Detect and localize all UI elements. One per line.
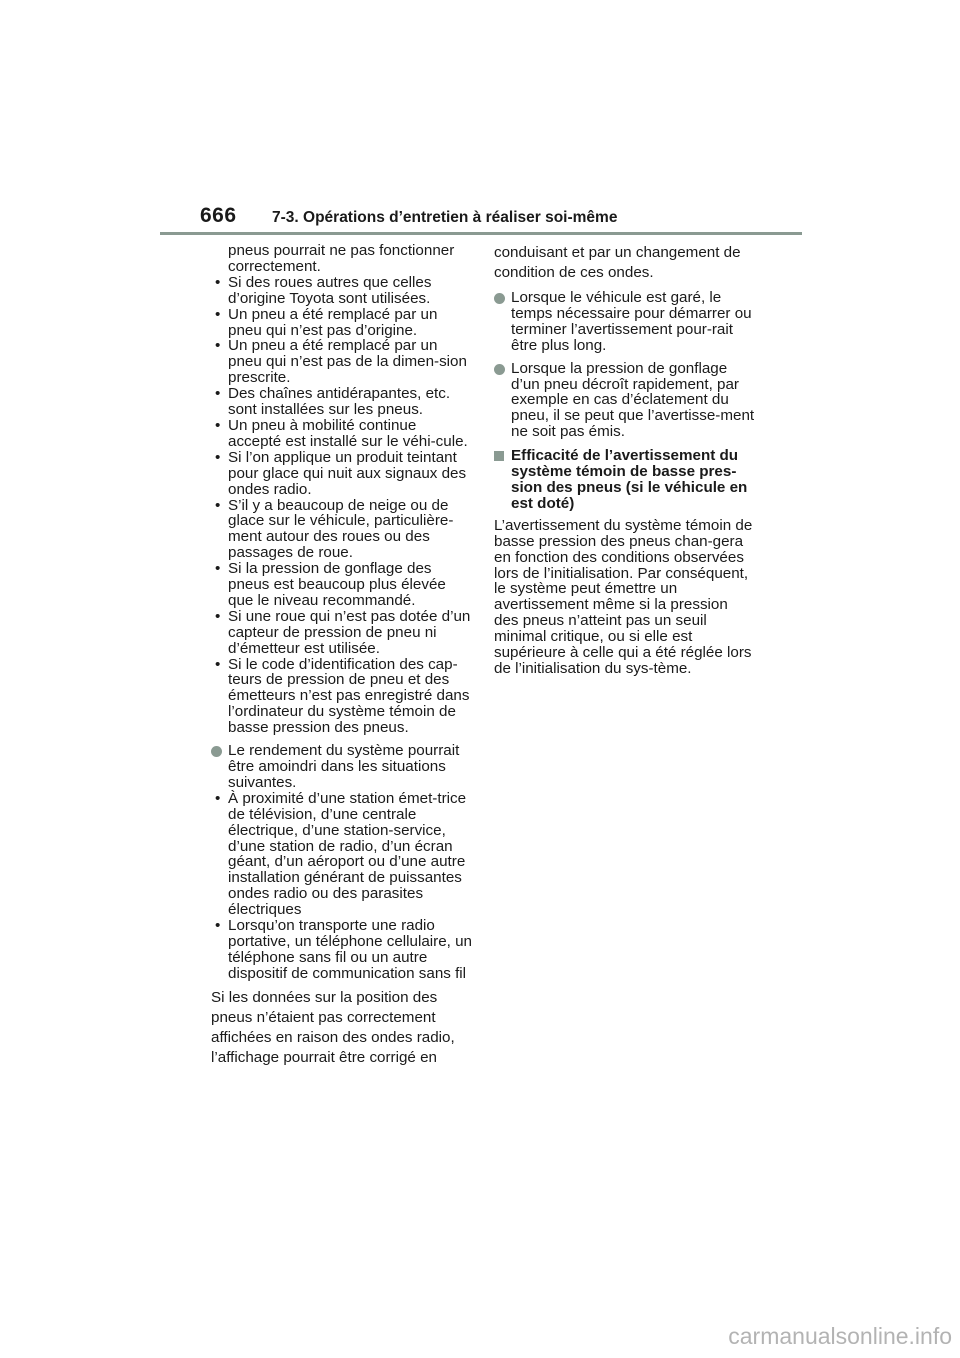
- circle-bullet-text: Lorsque la pression de gonflage d’un pneu décroît rapidement, par exemple en cas d’éclatement du pneu, il se peut que l’avertisse-ment ne soit pas émis.: [511, 359, 755, 441]
- list-item: • À proximité d’une station émet-trice de télévision, d’une centrale électrique, d’une station-service, d’une station de radio, d’un écran géant, d’un aéroport ou d’une autre installation générant de puissantes ondes radio ou des parasites électriques: [211, 791, 473, 918]
- list-item: • Un pneu a été remplacé par un pneu qui n’est pas d’origine.: [211, 307, 473, 339]
- page-number: 666: [200, 204, 237, 227]
- circle-bullet-item: [211, 743, 473, 791]
- body-paragraph: L’avertissement du système témoin de basse pression des pneus chan-gera en fonction des conditions observées lors de l’initialisation. Par conséquent, le système peut émettre un avertissement même si la pression des pneus n’atteint pas un seuil minimal critique, ou si elle est supérieure à celle qui a été réglée lors de l’initialisation du sys-tème.: [494, 516, 753, 677]
- right-column: [494, 243, 756, 677]
- list-item: • Si des roues autres que celles d’origine Toyota sont utilisées.: [211, 275, 473, 307]
- circle-bullet-item: [494, 290, 756, 354]
- list-item: • S’il y a beaucoup de neige ou de glace sur le véhicule, particulière-ment autour des roues ou des passages de roue.: [211, 498, 473, 562]
- circle-bullet-text: Le rendement du système pourrait être amoindri dans les situations suivantes.: [228, 742, 460, 791]
- header-rule: [160, 232, 802, 235]
- bullet-list-conditions: [211, 275, 473, 736]
- list-item: • Lorsqu’on transporte une radio portative, un téléphone cellulaire, un téléphone sans fil ou un autre dispositif de communication sans fil: [211, 918, 473, 982]
- list-item: • Si la pression de gonflage des pneus est beaucoup plus élevée que le niveau recommandé.: [211, 561, 473, 609]
- circle-bullet-text: Lorsque le véhicule est garé, le temps nécessaire pour démarrer ou terminer l’avertissement pour-rait être plus long.: [511, 289, 752, 354]
- watermark: carmanualsonline.info: [728, 1323, 952, 1349]
- list-item: • Des chaînes antidérapantes, etc. sont installées sur les pneus.: [211, 386, 473, 418]
- list-item: • Si une roue qui n’est pas dotée d’un capteur de pression de pneu ni d’émetteur est utilisée.: [211, 609, 473, 657]
- subheading: [494, 448, 756, 512]
- closing-paragraph: Si les données sur la position des pneus n’étaient pas correctement affichées en raison des ondes radio, l’affichage pourrait être corrigé en: [211, 988, 455, 1066]
- circle-bullet-icon: [494, 293, 505, 304]
- page-header: [200, 203, 802, 237]
- circle-bullet-item: [494, 361, 756, 441]
- subheading-text: Efficacité de l’avertissement du système témoin de basse pres-sion des pneus (si le véhicule en est doté): [511, 447, 748, 512]
- circle-bullet-icon: [494, 364, 505, 375]
- list-item: • Si le code d’identification des cap-teurs de pression de pneu et des émetteurs n’est pas enregistré dans l’ordinateur du système témoin de basse pression des pneus.: [211, 657, 473, 737]
- left-column: [211, 243, 473, 1068]
- list-item: • Un pneu à mobilité continue accepté est installé sur le véhi-cule.: [211, 418, 473, 450]
- continuation-paragraph: conduisant et par un changement de condition de ces ondes.: [494, 244, 741, 281]
- section-title: 7-3. Opérations d’entretien à réaliser soi-même: [272, 209, 618, 226]
- list-item: • Si l’on applique un produit teintant pour glace qui nuit aux signaux des ondes radio.: [211, 450, 473, 498]
- intro-continuation: pneus pourrait ne pas fonctionner correctement.: [228, 242, 455, 275]
- circle-bullet-icon: [211, 746, 222, 757]
- bullet-list-situations: [211, 791, 473, 982]
- square-bullet-icon: [494, 451, 504, 461]
- list-item: • Un pneu a été remplacé par un pneu qui n’est pas de la dimen-sion prescrite.: [211, 338, 473, 386]
